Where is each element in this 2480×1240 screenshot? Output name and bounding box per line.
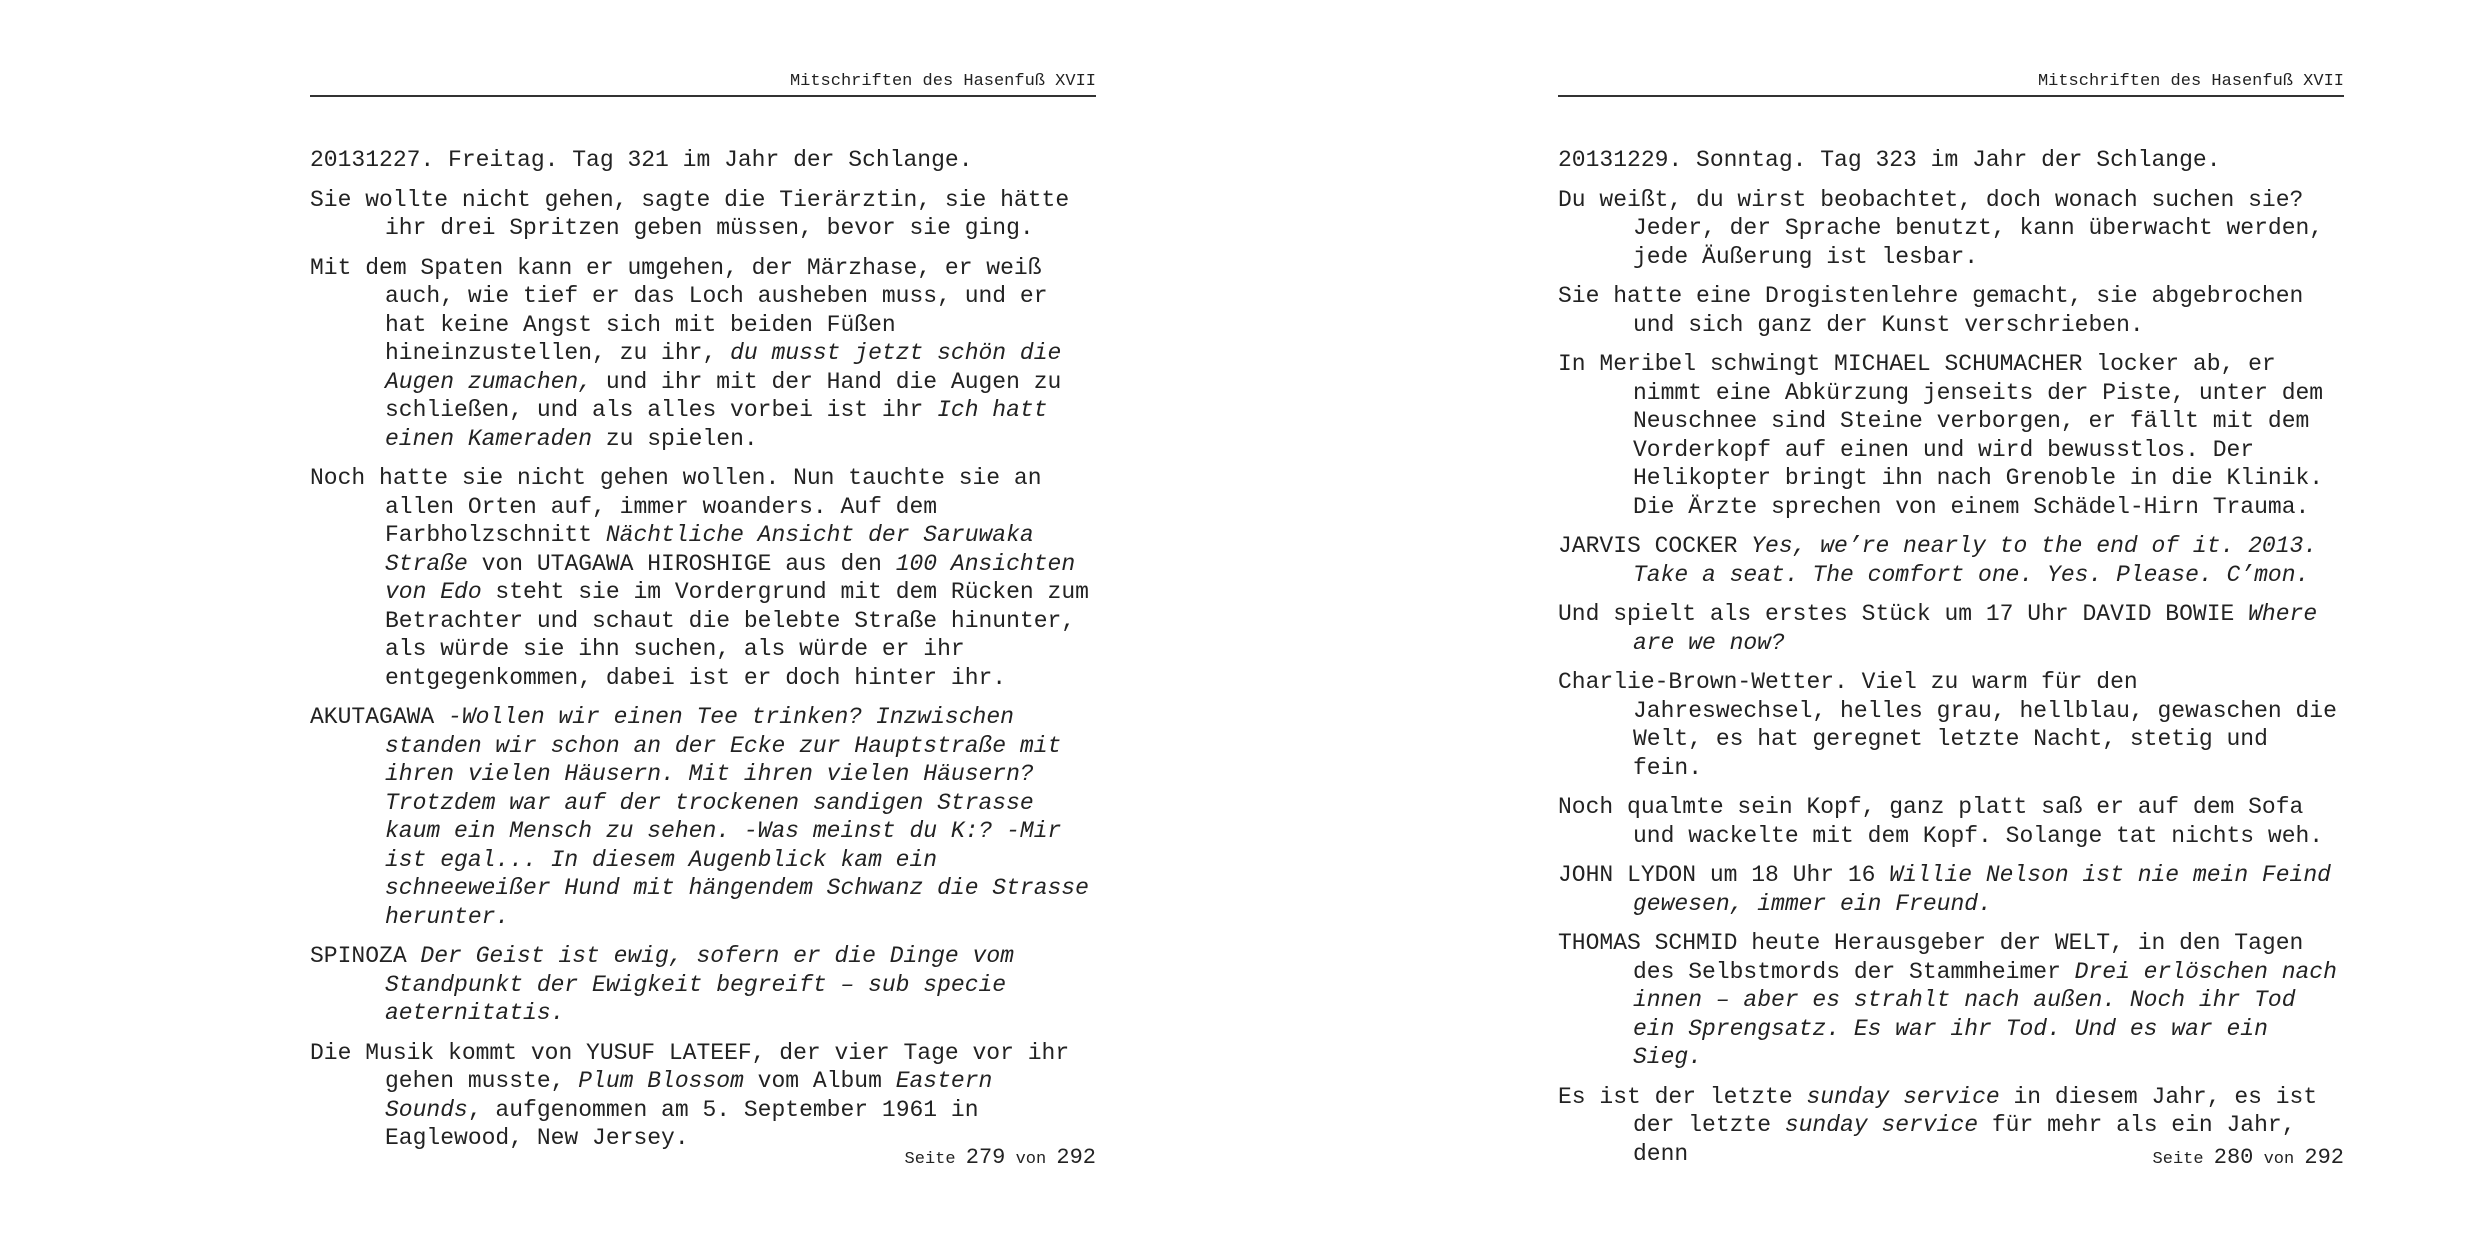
text-run: In Meribel schwingt MICHAEL SCHUMACHER locker ab, er nimmt eine Abkürzung jenseits der Piste, unter dem Neuschnee sind Steine verborgen, er fällt mit dem Vorderkopf auf einen und wird bewusstlos. Der Helikopter bringt ihn nach Grenoble in die Klinik. Die Ärzte sprechen von einem Schädel-Hirn Trauma. xyxy=(1558,351,2324,520)
current-page-number: 280 xyxy=(2213,1145,2254,1170)
italic-text-run: Willie Nelson ist nie mein Feind gewesen, immer ein Freund. xyxy=(1633,862,2331,917)
right-page xyxy=(1558,0,2344,1240)
text-run: für mehr als ein Jahr, denn xyxy=(1633,1112,2296,1167)
diary-paragraph xyxy=(1558,861,2344,918)
diary-date-right: 20131229. Sonntag. Tag 323 im Jahr der Schlange. xyxy=(1558,147,2221,173)
text-run: Und spielt als erstes Stück um 17 Uhr DAVID BOWIE xyxy=(1558,601,2249,627)
diary-paragraph xyxy=(310,254,1096,454)
italic-text-run: -Wollen wir einen Tee trinken? Inzwischen standen wir schon an der Ecke zur Hauptstraße mit ihren vielen Häusern. Mit ihren vielen Häusern? Trotzdem war auf der trockenen sandigen Strasse kaum ein Mensch zu sehen. -Was meinst du K:? -Mir ist egal... In diesem Augenblick kam ein schneeweißer Hund mit hängendem Schwanz die Strasse herunter. xyxy=(385,704,1089,930)
left-page-body xyxy=(310,146,1096,1164)
italic-text-run: Plum Blossom xyxy=(578,1068,744,1094)
text-run: THOMAS SCHMID heute Herausgeber der WELT, in den Tagen des Selbstmords der Stammheimer xyxy=(1558,930,2304,985)
current-page-number: 279 xyxy=(965,1145,1006,1170)
diary-paragraph xyxy=(310,464,1096,692)
italic-text-run: sunday service xyxy=(1806,1083,2000,1110)
italic-text-run: 100 Ansichten von Edo xyxy=(385,550,1076,605)
text-run: Mit dem Spaten kann er umgehen, der Märzhase, er weiß auch, wie tief er das Loch ausheben muss, und er hat keine Angst sich mit beiden Füßen hineinzustellen, zu ihr, xyxy=(310,254,1048,366)
text-run: von UTAGAWA HIROSHIGE aus den xyxy=(467,550,896,577)
text-run: steht sie im Vordergrund mit dem Rücken zum Betrachter und schaut die belebte Straße hinunter, als würde sie ihn suchen, als würde er ihr entgegenkommen, dabei ist er doch hinter ihr. xyxy=(385,579,1089,691)
text-run: und ihr mit der Hand die Augen zu schließen, und als alles vorbei ist ihr xyxy=(385,368,1062,423)
running-header-right: Mitschriften des Hasenfuß XVII xyxy=(1558,72,2344,97)
folio-label: Seite xyxy=(904,1150,956,1169)
folio-separator: von xyxy=(1015,1150,1047,1169)
page-number-right xyxy=(2153,1146,2344,1172)
diary-paragraph xyxy=(1558,668,2344,782)
diary-paragraph xyxy=(1558,600,2344,657)
diary-paragraph xyxy=(310,942,1096,1028)
folio-label: Seite xyxy=(2152,1150,2204,1169)
text-run: Noch hatte sie nicht gehen wollen. Nun tauchte sie an allen Orten auf, immer woanders. Auf dem Farbholzschnitt xyxy=(310,465,1042,548)
text-run: vom Album xyxy=(743,1068,896,1094)
text-run: zu spielen. xyxy=(592,425,758,452)
diary-paragraph xyxy=(310,1039,1096,1153)
text-run: Sie hatte eine Drogistenlehre gemacht, sie abgebrochen und sich ganz der Kunst verschrieben. xyxy=(1558,283,2304,338)
diary-paragraph xyxy=(1558,929,2344,1072)
diary-paragraph xyxy=(1558,793,2344,850)
italic-text-run: du musst jetzt schön die Augen zumachen, xyxy=(385,340,1062,395)
italic-text-run: Nächtliche Ansicht der Saruwaka Straße xyxy=(385,522,1034,577)
italic-text-run: Where are we now? xyxy=(1633,601,2318,656)
text-run: SPINOZA xyxy=(310,943,421,969)
text-run: in diesem Jahr, es ist der letzte xyxy=(1633,1083,2318,1138)
italic-text-run: Yes, we’re nearly to the end of it. 2013. Take a seat. The comfort one. Yes. Please. C’mon. xyxy=(1633,533,2318,588)
diary-paragraph xyxy=(310,703,1096,931)
diary-paragraph xyxy=(1558,282,2344,339)
right-page-body xyxy=(1558,146,2344,1179)
text-run: Sie wollte nicht gehen, sagte die Tierärztin, sie hätte ihr drei Spritzen geben müssen, bevor sie ging. xyxy=(310,186,1070,241)
text-run: Charlie-Brown-Wetter. Viel zu warm für den Jahreswechsel, helles grau, hellblau, gewaschen die Welt, es hat geregnet letzte Nacht, stetig und fein. xyxy=(1558,669,2337,781)
folio-separator: von xyxy=(2263,1150,2295,1169)
page-number-left xyxy=(905,1146,1096,1172)
text-run: Es ist der letzte xyxy=(1558,1083,1807,1110)
text-run: , aufgenommen am 5. September 1961 in Eaglewood, New Jersey. xyxy=(385,1096,979,1151)
total-pages: 292 xyxy=(2304,1145,2344,1170)
running-header-left: Mitschriften des Hasenfuß XVII xyxy=(310,72,1096,97)
text-run: Du weißt, du wirst beobachtet, doch wonach suchen sie? Jeder, der Sprache benutzt, kann überwacht werden, jede Äußerung ist lesbar. xyxy=(1558,186,2324,270)
text-run: JOHN LYDON um 18 Uhr 16 xyxy=(1558,862,1890,888)
italic-text-run: Eastern Sounds xyxy=(385,1068,993,1123)
diary-paragraph xyxy=(1558,350,2344,521)
total-pages: 292 xyxy=(1056,1145,1096,1170)
text-run: Noch qualmte sein Kopf, ganz platt saß er auf dem Sofa und wackelte mit dem Kopf. Solange tat nichts weh. xyxy=(1558,794,2324,849)
diary-paragraph xyxy=(1558,532,2344,589)
left-paragraphs xyxy=(310,186,1096,1153)
text-run: Die Musik kommt von YUSUF LATEEF, der vier Tage vor ihr gehen musste, xyxy=(310,1039,1070,1094)
right-paragraphs xyxy=(1558,186,2344,1169)
diary-paragraph xyxy=(310,186,1096,243)
left-page xyxy=(310,0,1096,1240)
italic-text-run: Drei erlöschen nach innen – aber es strahlt nach außen. Noch ihr Tod ein Sprengsatz. Es war ihr Tod. Und es war ein Sieg. xyxy=(1633,958,2337,1070)
italic-text-run: Der Geist ist ewig, sofern er die Dinge vom Standpunkt der Ewigkeit begreift – sub specie aeternitatis. xyxy=(385,943,1014,1026)
text-run: JARVIS COCKER xyxy=(1558,533,1752,559)
italic-text-run: Ich hatt einen Kameraden xyxy=(385,397,1048,452)
italic-text-run: sunday service xyxy=(1784,1112,1979,1138)
text-run: AKUTAGAWA xyxy=(310,704,449,730)
diary-date-left: 20131227. Freitag. Tag 321 im Jahr der Schlange. xyxy=(310,147,973,173)
diary-paragraph xyxy=(1558,186,2344,272)
